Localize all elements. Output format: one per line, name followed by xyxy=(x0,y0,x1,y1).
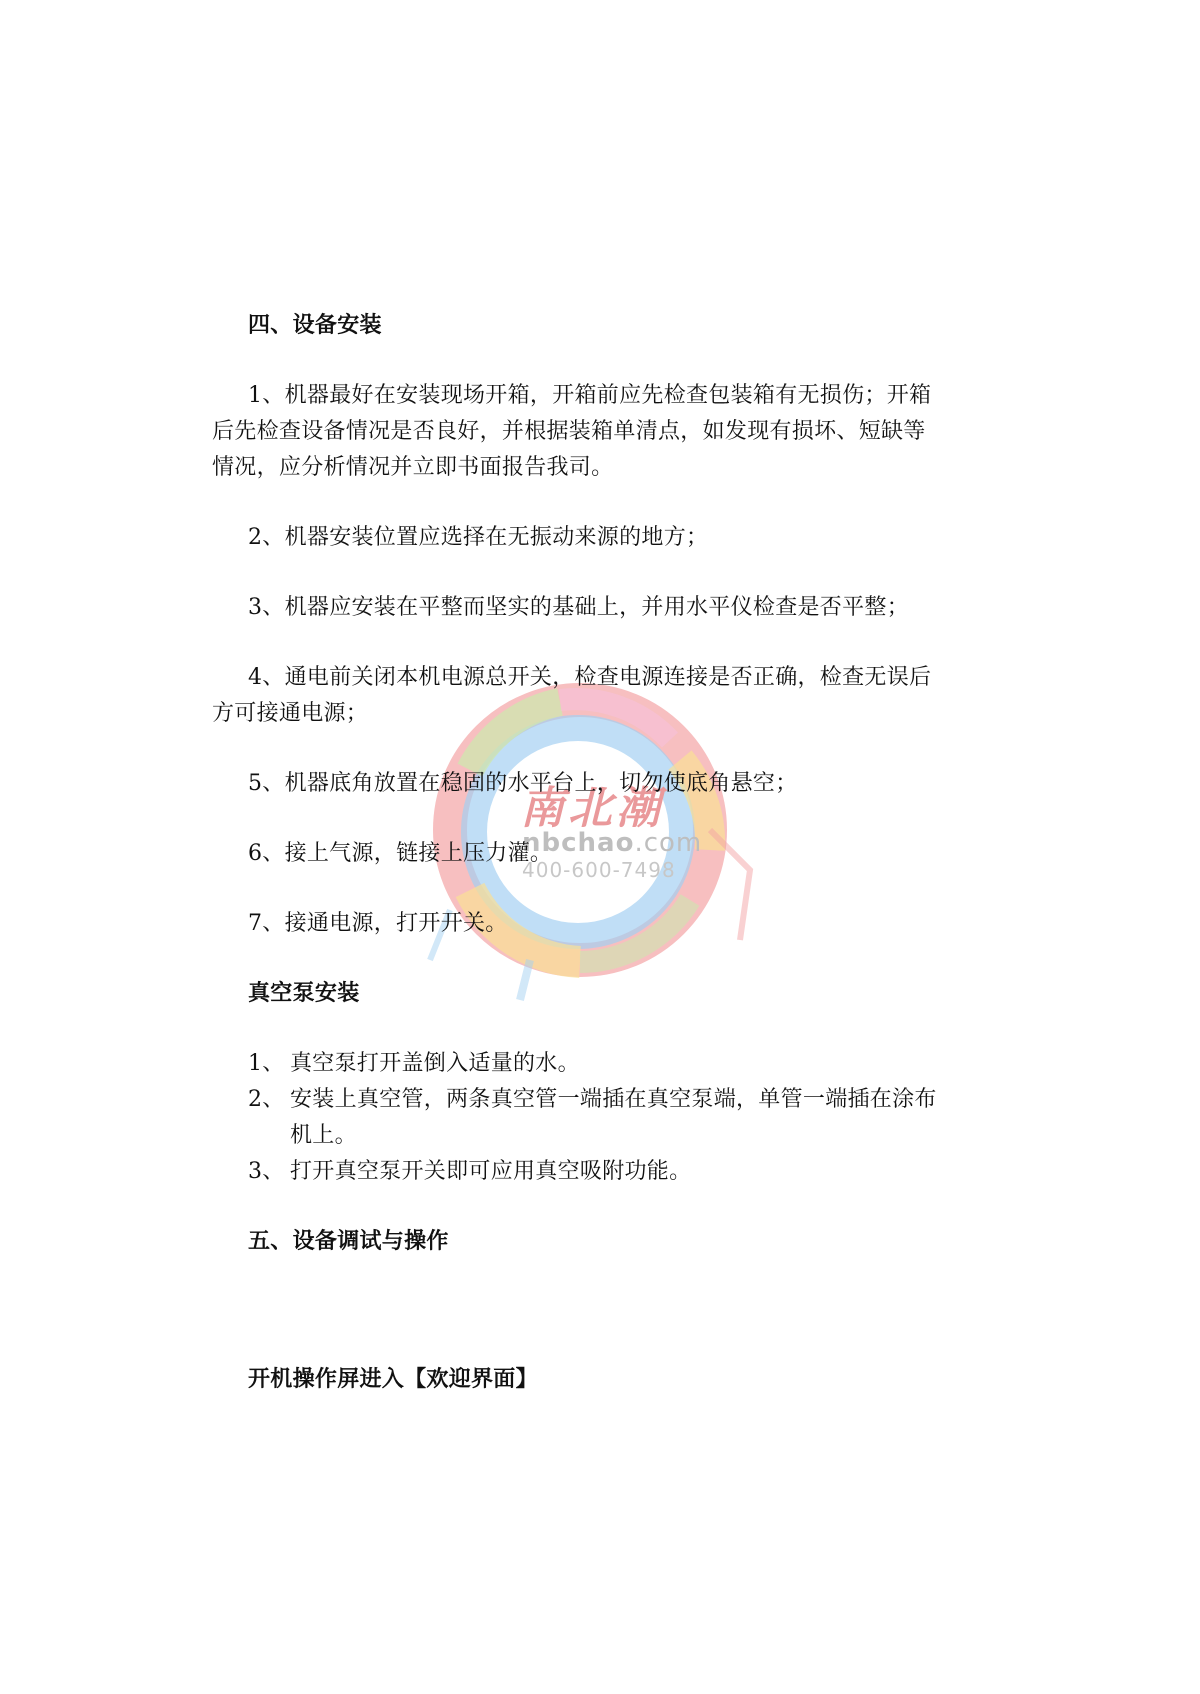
install-item-4-line2: 方可接通电源； xyxy=(212,701,369,726)
watermark-domain-suffix: .com xyxy=(634,828,703,858)
install-item-1-line2: 后先检查设备情况是否良好，并根据装箱单清点，如发现有损坏、短缺等 xyxy=(212,419,926,444)
install-item-2: 2、机器安装位置应选择在无振动来源的地方； xyxy=(248,525,709,550)
section-heading-installation: 四、设备安装 xyxy=(248,313,382,338)
install-item-5: 5、机器底角放置在稳固的水平台上，切勿使底角悬空； xyxy=(248,771,798,796)
vacuum-item-2-num: 2、 xyxy=(248,1087,285,1112)
section-heading-vacuum-pump: 真空泵安装 xyxy=(248,981,360,1006)
section-heading-startup-welcome: 开机操作屏进入【欢迎界面】 xyxy=(248,1367,538,1392)
watermark-brand-cn: 南北潮 xyxy=(520,783,664,834)
section-heading-debug-operation: 五、设备调试与操作 xyxy=(248,1229,449,1254)
vacuum-item-1: 真空泵打开盖倒入适量的水。 xyxy=(290,1051,580,1076)
install-item-7: 7、接通电源，打开开关。 xyxy=(248,911,508,936)
install-item-1-line3: 情况，应分析情况并立即书面报告我司。 xyxy=(212,455,614,480)
vacuum-item-2-line1: 安装上真空管，两条真空管一端插在真空泵端，单管一端插在涂布 xyxy=(290,1087,937,1112)
install-item-4-line1: 4、通电前关闭本机电源总开关，检查电源连接是否正确，检查无误后 xyxy=(248,665,932,690)
vacuum-item-3: 打开真空泵开关即可应用真空吸附功能。 xyxy=(290,1159,692,1184)
install-item-6: 6、接上气源，链接上压力灌。 xyxy=(248,841,553,866)
vacuum-item-1-num: 1、 xyxy=(248,1051,285,1076)
watermark-phone: 400-600-7498 xyxy=(522,858,676,882)
vacuum-item-3-num: 3、 xyxy=(248,1159,285,1184)
watermark-domain-bold: nbchao xyxy=(522,828,635,858)
install-item-3: 3、机器应安装在平整而坚实的基础上，并用水平仪检查是否平整； xyxy=(248,595,909,620)
vacuum-item-2-line2: 机上。 xyxy=(290,1123,357,1148)
install-item-1-line1: 1、机器最好在安装现场开箱，开箱前应先检查包装箱有无损伤；开箱 xyxy=(248,383,932,408)
